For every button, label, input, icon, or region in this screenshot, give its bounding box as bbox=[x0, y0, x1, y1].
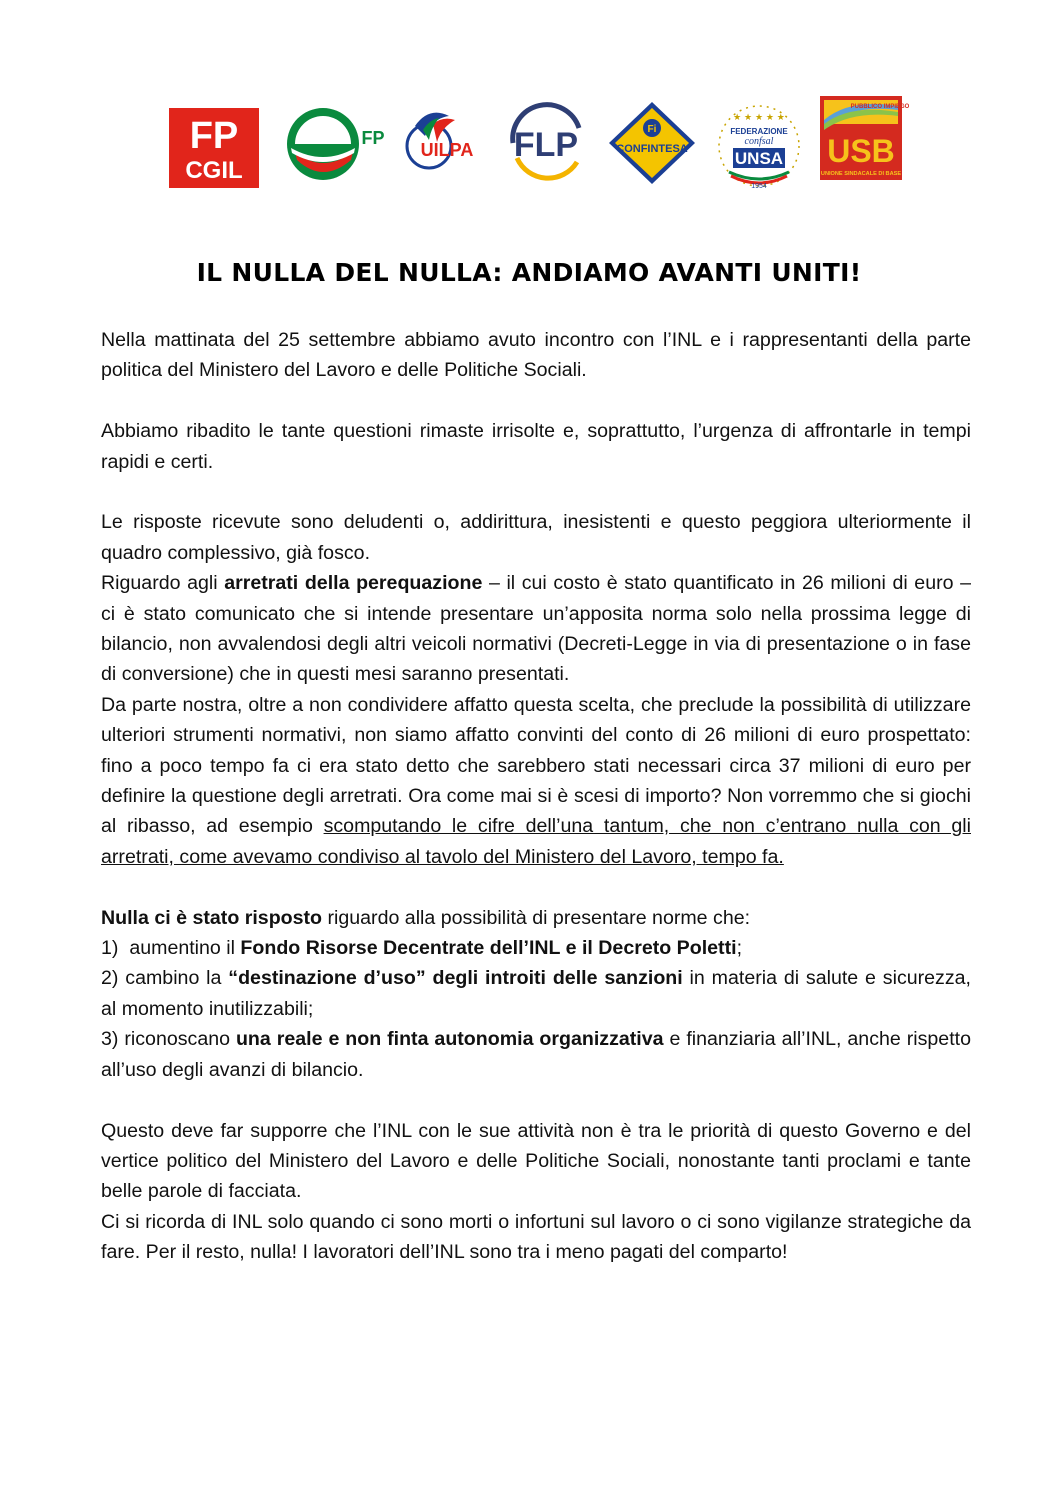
paragraph-arrears bbox=[101, 568, 971, 690]
list-number: 1) bbox=[101, 937, 119, 960]
text-run: in materia di salute e sicurezza, al momento inutilizzabili; bbox=[101, 967, 971, 1020]
text-run: ; bbox=[736, 937, 743, 960]
list-number: 3) bbox=[101, 1028, 119, 1051]
bold-run: una reale e non finta autonomia organizzativa bbox=[235, 1028, 664, 1051]
paragraph-priorities: Questo deve far supporre che l’INL con le sue attività non è tra le priorità di questo Governo e del vertice politico del Ministero del Lavoro e delle Politiche Sociali, nonostante tanti proclami e tante belle parole di facciata. bbox=[101, 1119, 971, 1203]
bold-run: Fondo Risorse Decentrate dell’INL e il Decreto Poletti bbox=[240, 937, 737, 960]
cisl-fp-logo bbox=[281, 104, 389, 184]
text-run: e finanziaria all’INL, anche rispetto all’uso degli avanzi di bilancio. bbox=[101, 1028, 971, 1081]
fp-cgil-line1: FP bbox=[189, 115, 239, 157]
unsa-top: FEDERAZIONE bbox=[730, 127, 788, 136]
text-run: aumentino il bbox=[118, 937, 241, 960]
unsa-mid: confsal bbox=[744, 136, 774, 147]
confintesa-logo bbox=[607, 100, 697, 186]
bold-run: Nulla ci è stato risposto bbox=[101, 906, 323, 929]
unsa-name: UNSA bbox=[734, 149, 784, 168]
confintesa-mark-icon: Fi bbox=[647, 124, 657, 135]
text-run: Da parte nostra, oltre a non condividere affatto questa scelta, che preclude la possibilità di utilizzare ulteriori strumenti normativi, non siamo affatto convinti del conto di 26 milioni di euro prospettato: fino a poco tempo fa ci era stato detto che sarebbero stati necessari circa 37 milioni di euro per definire la questione degli arretrati. Ora come mai si è scesi di importo? Non vorremmo che si giochi al ribasso, ad esempio bbox=[101, 693, 971, 838]
unsa-year: 1954 bbox=[751, 183, 767, 190]
usb-top: PUBBLICO IMPIEGO bbox=[850, 104, 910, 110]
list-number: 2) bbox=[101, 967, 119, 990]
list-item-3 bbox=[101, 1024, 971, 1085]
unsa-logo bbox=[711, 98, 807, 190]
uilpa-logo bbox=[403, 106, 477, 182]
text-run: riconoscano bbox=[118, 1028, 236, 1051]
text-run: – il cui costo è stato quantificato in 26 milioni di euro – ci è stato comunicato che si intende presentare un’apposita norma solo nella prossima legge di bilancio, non avvalendosi degli altri veicoli normativi (Decreti-Legge in via di presentazione o in fase di conversione) che in questi mesi saranno presentati. bbox=[101, 572, 971, 686]
document-body bbox=[101, 325, 971, 1268]
paragraph-reiterated: Abbiamo ribadito le tante questioni rimaste irrisolte e, soprattutto, l’urgenza di affrontarle in tempi rapidi e certi. bbox=[101, 420, 971, 473]
flp-name: FLP bbox=[513, 126, 579, 164]
paragraph-answers: Le risposte ricevute sono deludenti o, addirittura, inesistenti e questo peggiora ulteriormente il quadro complessivo, già fosco. bbox=[101, 511, 971, 564]
cisl-name: CISL bbox=[300, 125, 346, 147]
page-title: IL NULLA DEL NULLA: ANDIAMO AVANTI UNITI! bbox=[196, 258, 862, 287]
fp-cgil-logo bbox=[169, 108, 259, 188]
paragraph-meeting: Nella mattinata del 25 settembre abbiamo avuto incontro con l’INL e i rappresentanti della parte politica del Ministero del Lavoro e delle Politiche Sociali. bbox=[101, 329, 971, 382]
list-item-1 bbox=[101, 933, 971, 963]
fp-cgil-line2: CGIL bbox=[185, 157, 243, 184]
paragraph-nothing-answered bbox=[101, 903, 971, 933]
text-run: Riguardo agli bbox=[101, 572, 225, 595]
usb-sub: UNIONE SINDACALE DI BASE bbox=[820, 171, 902, 177]
text-run: cambino la bbox=[118, 967, 229, 990]
usb-name: USB bbox=[827, 133, 895, 169]
text-run: riguardo alla possibilità di presentare norme che: bbox=[322, 906, 751, 929]
underlined-run: scomputando le cifre dell’una tantum, che non c’entrano nulla con gli arretrati, come avevamo condiviso al tavolo del Ministero del Lavoro, tempo fa. bbox=[101, 815, 971, 868]
paragraph-conclusion: Ci si ricorda di INL solo quando ci sono morti o infortuni sul lavoro o ci sono vigilanze strategiche da fare. Per il resto, nulla! I lavoratori dell’INL sono tra i meno pagati del comparto! bbox=[101, 1210, 971, 1264]
union-logos-row bbox=[165, 92, 910, 192]
flp-logo bbox=[503, 98, 589, 188]
unsa-stars-icon: ★ ★ ★ ★ ★ bbox=[733, 113, 785, 123]
bold-run: arretrati della perequazione bbox=[224, 572, 483, 595]
paragraph-our-position bbox=[101, 690, 971, 872]
uilpa-name: UILPA bbox=[420, 140, 474, 160]
bold-run: “destinazione d’uso” degli introiti delle sanzioni bbox=[228, 967, 683, 990]
list-item-2 bbox=[101, 963, 971, 1024]
usb-logo bbox=[820, 96, 910, 180]
cisl-suffix: FP bbox=[361, 128, 385, 148]
confintesa-name: CONFINTESA bbox=[616, 143, 688, 155]
